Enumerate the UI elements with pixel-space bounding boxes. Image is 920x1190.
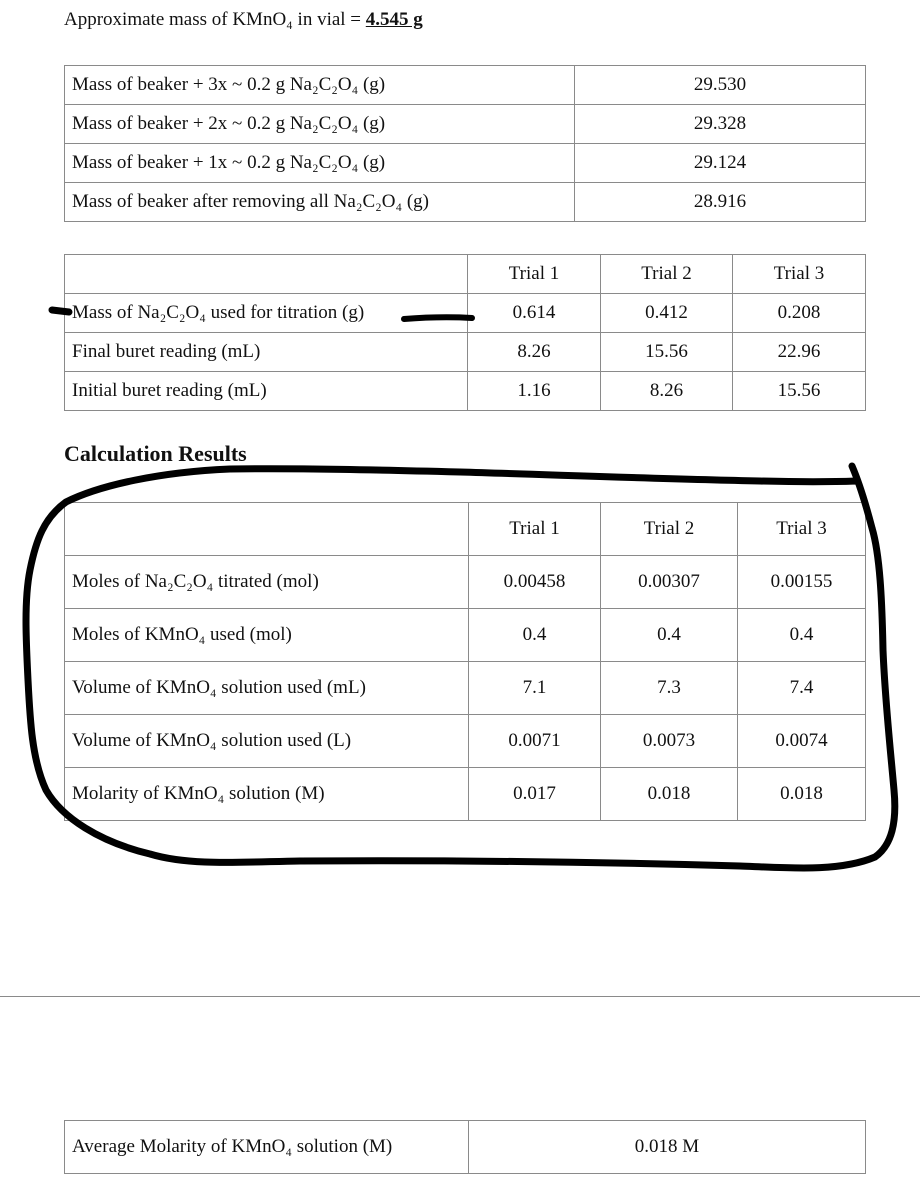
header-trial-3: Trial 3 xyxy=(738,503,866,556)
cell: 8.26 xyxy=(601,372,733,411)
ink-dash-right xyxy=(404,317,472,319)
cell: 15.56 xyxy=(733,372,866,411)
cell: 0.017 xyxy=(469,768,601,821)
cell: 0.4 xyxy=(601,609,738,662)
row-label: Mass of beaker + 2x ~ 0.2 g Na₂C₂O₄ (g) xyxy=(65,105,575,144)
cell: 0.208 xyxy=(733,294,866,333)
row-label: Mass of beaker + 1x ~ 0.2 g Na₂C₂O₄ (g) xyxy=(65,144,575,183)
row-label: Moles of Na₂C₂O₄ titrated (mol) xyxy=(65,556,469,609)
average-label: Average Molarity of KMnO₄ solution (M) xyxy=(65,1121,469,1174)
cell: 7.3 xyxy=(601,662,738,715)
cell: 0.4 xyxy=(738,609,866,662)
cell: 0.0074 xyxy=(738,715,866,768)
cell: 0.018 xyxy=(601,768,738,821)
row-label: Moles of KMnO₄ used (mol) xyxy=(65,609,469,662)
cell: 0.0071 xyxy=(469,715,601,768)
header-trial-3: Trial 3 xyxy=(733,255,866,294)
cell: 0.614 xyxy=(468,294,601,333)
row-value: 28.916 xyxy=(575,183,866,222)
results-heading: Calculation Results xyxy=(64,441,247,466)
vial-mass-label: Approximate mass of KMnO₄ in vial = xyxy=(64,9,362,30)
row-label: Mass of beaker + 3x ~ 0.2 g Na₂C₂O₄ (g) xyxy=(65,66,575,105)
row-label: Mass of Na₂C₂O₄ used for titration (g) xyxy=(65,294,468,333)
ink-circle-results xyxy=(26,466,895,868)
header-trial-1: Trial 1 xyxy=(468,255,601,294)
cell: 0.4 xyxy=(469,609,601,662)
row-label: Volume of KMnO₄ solution used (L) xyxy=(65,715,469,768)
cell: 0.00307 xyxy=(601,556,738,609)
row-label: Volume of KMnO₄ solution used (mL) xyxy=(65,662,469,715)
row-label: Mass of beaker after removing all Na₂C₂O₄ (g) xyxy=(65,183,575,222)
cell: 22.96 xyxy=(733,333,866,372)
cell: 0.018 xyxy=(738,768,866,821)
cell: 7.4 xyxy=(738,662,866,715)
cell: 0.0073 xyxy=(601,715,738,768)
average-value: 0.018 M xyxy=(469,1121,866,1174)
row-label: Final buret reading (mL) xyxy=(65,333,468,372)
cell: 0.00458 xyxy=(469,556,601,609)
header-trial-2: Trial 2 xyxy=(601,503,738,556)
ink-dash-left xyxy=(52,310,69,312)
row-value: 29.530 xyxy=(575,66,866,105)
cell: 15.56 xyxy=(601,333,733,372)
row-label: Molarity of KMnO₄ solution (M) xyxy=(65,768,469,821)
vial-mass-value: 4.545 g xyxy=(365,9,423,30)
row-label: Initial buret reading (mL) xyxy=(65,372,468,411)
row-value: 29.124 xyxy=(575,144,866,183)
cell: 8.26 xyxy=(468,333,601,372)
header-trial-2: Trial 2 xyxy=(601,255,733,294)
cell: 0.412 xyxy=(601,294,733,333)
row-value: 29.328 xyxy=(575,105,866,144)
cell: 1.16 xyxy=(468,372,601,411)
header-trial-1: Trial 1 xyxy=(469,503,601,556)
cell: 0.00155 xyxy=(738,556,866,609)
cell: 7.1 xyxy=(469,662,601,715)
